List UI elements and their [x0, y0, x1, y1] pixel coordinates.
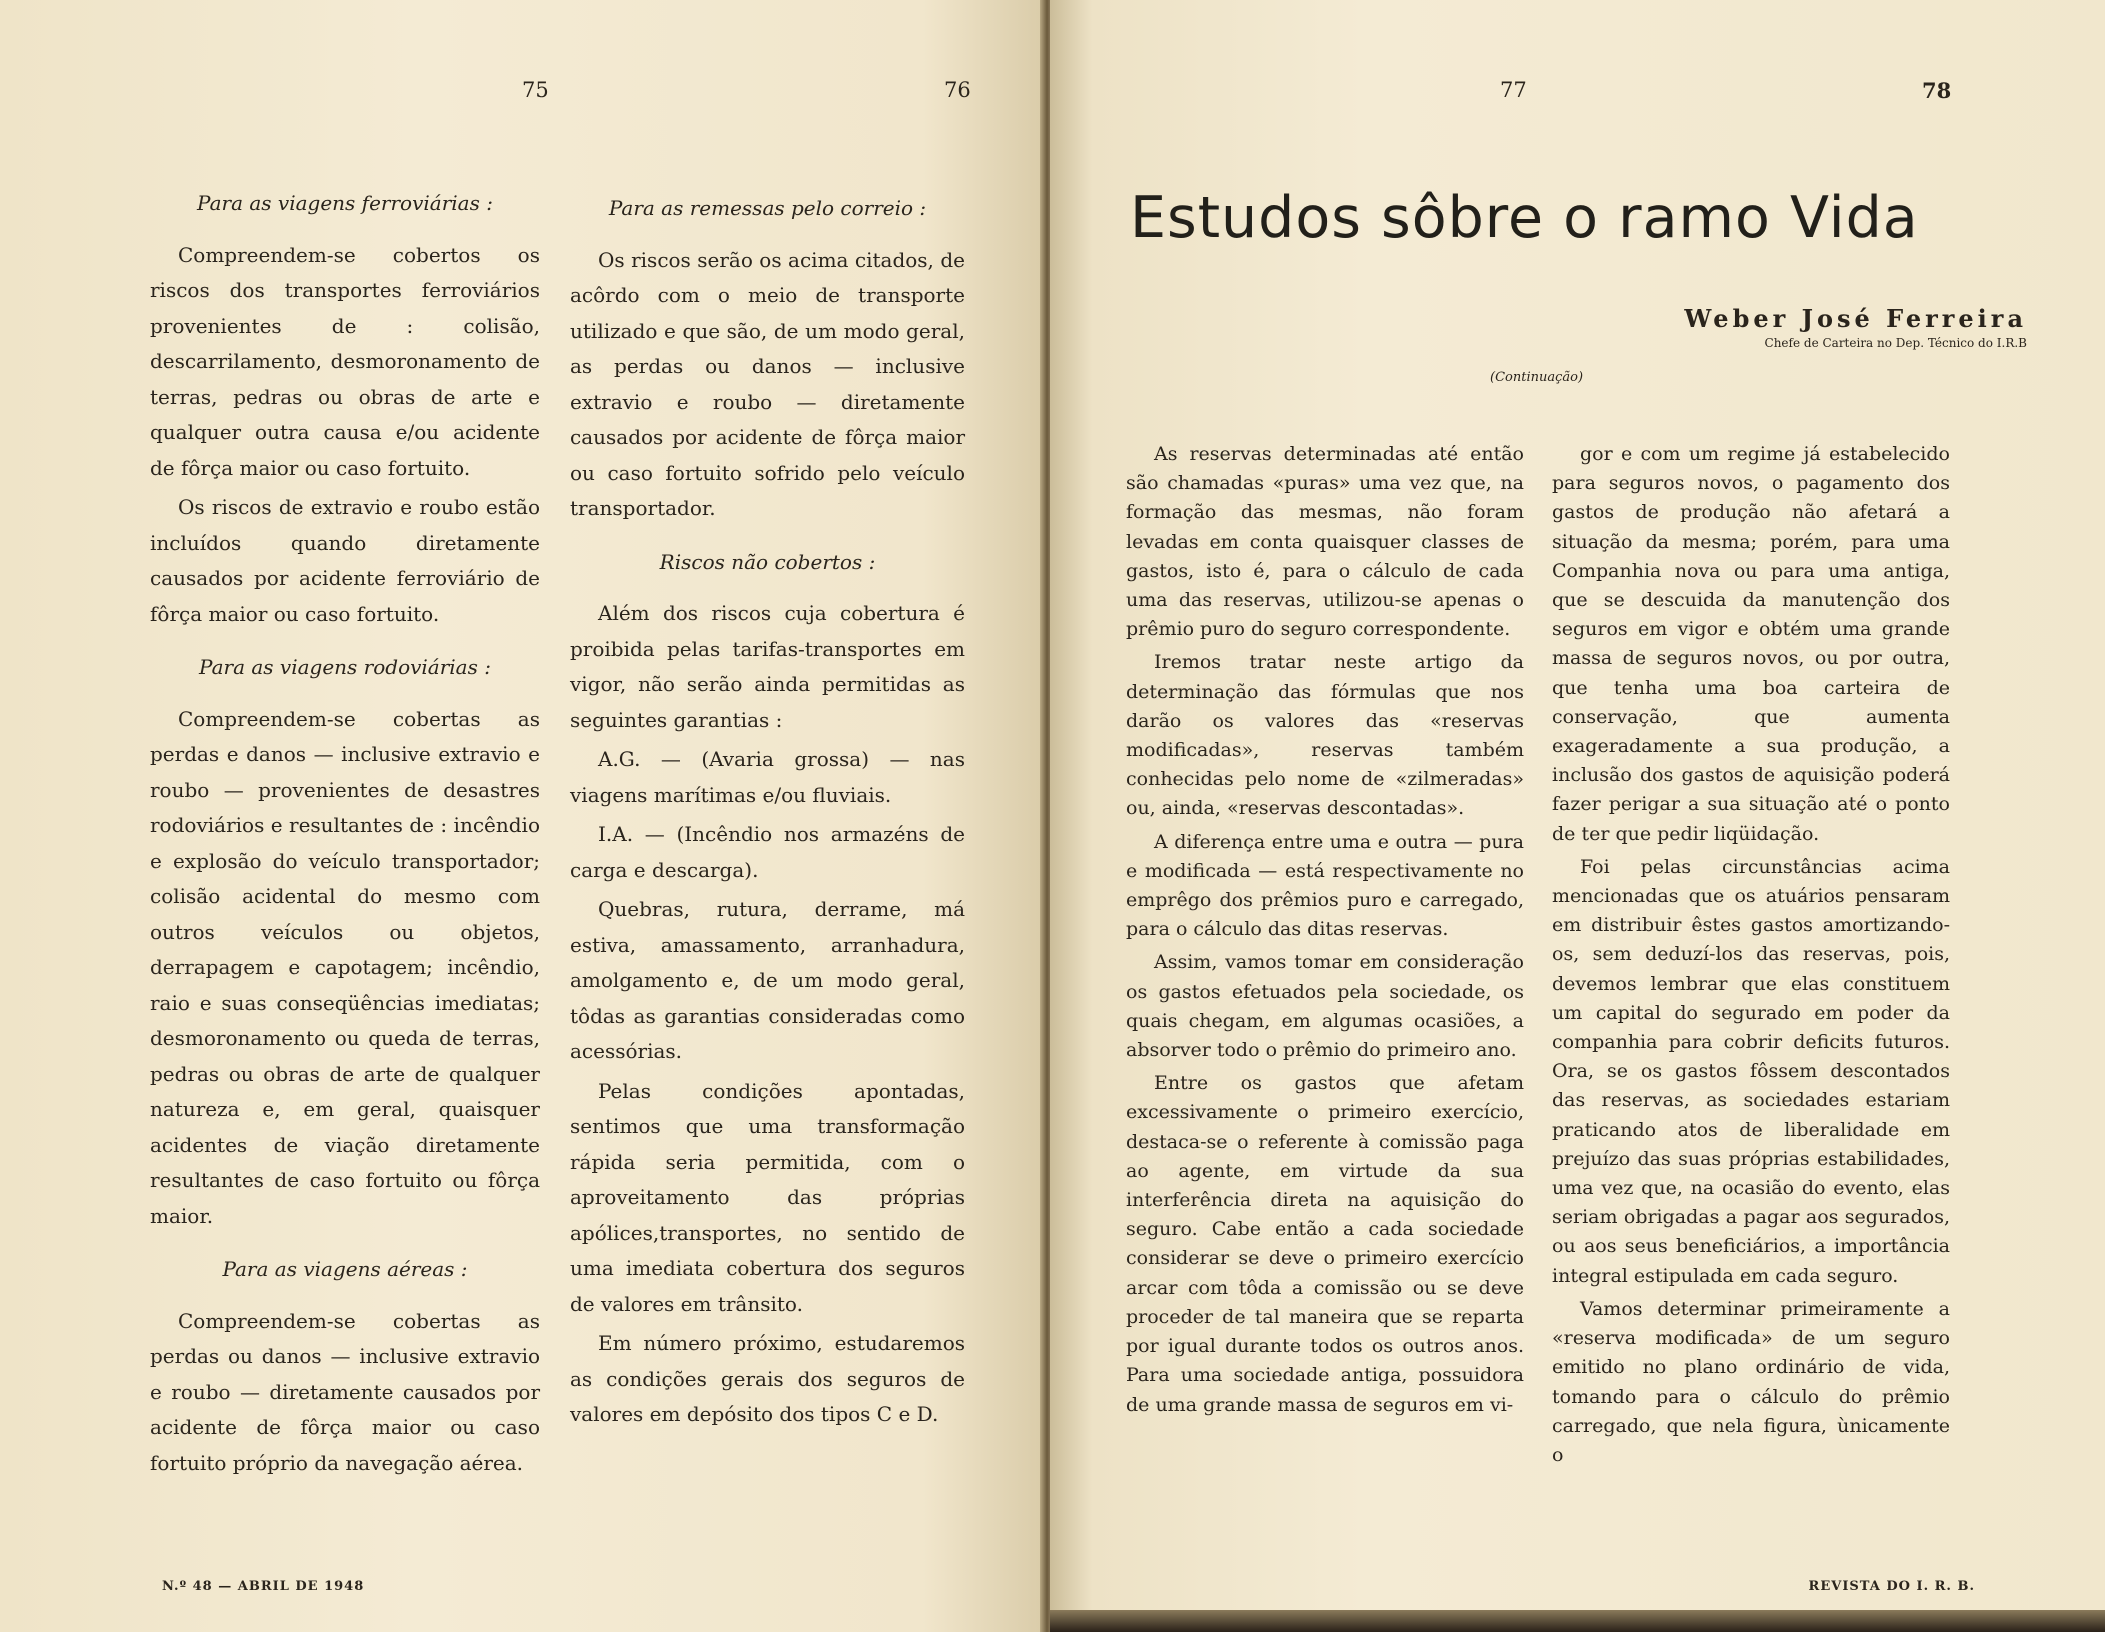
paragraph: Além dos riscos cuja cobertura é proibida pelas tarifas-transportes em vigor, não serão ainda permitidas as seguintes garantias :	[570, 601, 965, 732]
paragraph: gor e com um regime já estabelecido para seguros novos, o pagamento dos gastos de produção não afetará a situação da mesma; porém, para uma Companhia nova ou para uma antiga, que se descuida da manutenção dos seguros em vigor e obtém uma grande massa de seguros novos, ou por outra, que tenha uma boa carteira de conservação, que aumenta exageradamente a sua produção, a inclusão dos gastos de aquisição poderá fazer perigar a sua situação até o ponto de ter que pedir liqüidação.	[1552, 443, 1950, 845]
paragraph: Foi pelas circunstâncias acima mencionadas que os atuários pensaram em distribuir êstes gastos amortizando-os, sem deduzí-los das reservas, pois, devemos lembrar que elas constituem um capital do segurado em poder da companhia para cobrir deficits futuros. Ora, se os gastos fôssem descontados das reservas, as sociedades estariam praticando atos de liberalidade em prejuízo das suas próprias estabilidades, uma vez que, na ocasião do evento, elas seriam obrigadas a pagar aos segurados, ou aos seus beneficiários, a importância integral estipulada em cada seguro.	[1552, 855, 1950, 1287]
paragraph: Compreendem-se cobertas as perdas e danos — inclusive extravio e roubo — provenientes de desastres rodoviários e resultantes de : incêndio e explosão do veículo transportador; colisão acidental do mesmo com outros veículos ou objetos, derrapagem e capotagem; incêndio, raio e suas conseqüências imediatas; desmoronamento ou queda de terras, pedras ou obras de arte de qualquer natureza e, em geral, quaisquer acidentes de viação diretamente resultantes de caso fortuito ou fôrça maior.	[150, 706, 540, 1228]
section-heading: Riscos não cobertos :	[659, 549, 876, 574]
paragraph: Assim, vamos tomar em consideração os gastos efetuados pela sociedade, os quais chegam, em algumas ocasiões, a absorver todo o prêmio do primeiro ano.	[1126, 951, 1524, 1062]
footer-journal: REVISTA DO I. R. B.	[1808, 1579, 1975, 1594]
left-page	[0, 0, 1048, 1632]
article-title: Estudos sôbre o ramo Vida	[1130, 185, 1919, 251]
paragraph: As reservas determinadas até então são chamadas «puras» uma vez que, na formação das mesmas, não foram levadas em conta quaisquer classes de gastos, isto é, para o cálculo de cada uma das reservas, utilizou-se apenas o prêmio puro do seguro correspondente.	[1126, 443, 1524, 641]
continuation-note: (Continuação)	[1490, 370, 1584, 385]
paragraph: Os riscos de extravio e roubo estão incluídos quando diretamente causados por acidente ferroviário de fôrça maior ou caso fortuito.	[150, 495, 540, 626]
page-number-75: 75	[522, 78, 549, 102]
page-bottom-shadow	[1050, 1610, 2105, 1632]
section-heading: Para as viagens ferroviárias :	[197, 191, 493, 215]
paragraph: Entre os gastos que afetam excessivamente o primeiro exercício, destaca-se o referente à comissão paga ao agente, em virtude da sua interferência direta na aquisição do seguro. Cabe então a cada sociedade considerar se deve o primeiro exercício arcar com tôda a comissão ou se deve proceder de tal maneira que se reparta por igual durante todos os outros anos. Para uma sociedade antiga, possuidora de uma grande massa de seguros em vi-	[1126, 1072, 1524, 1416]
paragraph: A.G. — (Avaria grossa) — nas viagens marítimas e/ou fluviais.	[570, 747, 965, 807]
author-role: Chefe de Carteira no Dep. Técnico do I.R.B	[1764, 336, 2027, 350]
right-column-1	[1126, 440, 1524, 1420]
section-heading: Para as viagens rodoviárias :	[199, 655, 491, 679]
paragraph: Iremos tratar neste artigo da determinação das fórmulas que nos darão os valores das «reservas modificadas», reservas também conhecidas pelo nome de «zilmeradas» ou, ainda, «reservas descontadas».	[1126, 651, 1524, 820]
paragraph: Quebras, rutura, derrame, má estiva, amassamento, arranhadura, amolgamento e, de um modo geral, tôdas as garantias consideradas como acessórias.	[570, 897, 965, 1063]
paragraph: I.A. — (Incêndio nos armazéns de carga e descarga).	[570, 822, 965, 882]
paragraph: Compreendem-se cobertas as perdas ou danos — inclusive extravio e roubo — diretamente causados por acidente de fôrça maior ou caso fortuito próprio da navegação aérea.	[150, 1308, 540, 1475]
section-heading: Para as viagens aéreas :	[222, 1257, 468, 1281]
page-number-78: 78	[1922, 78, 1952, 103]
page-number-76: 76	[944, 78, 971, 102]
left-column-2	[570, 191, 965, 1433]
paragraph: Os riscos serão os acima citados, de acôrdo com o meio de transporte utilizado e que são, de um modo geral, as perdas ou danos — inclusive extravio e roubo — diretamente causados por acidente de fôrça maior ou caso fortuito sofrido pelo veículo transportador.	[570, 247, 965, 520]
paragraph: Pelas condições apontadas, sentimos que uma transformação rápida seria permitida, com o aproveitamento das próprias apólices,transportes, no sentido de uma imediata cobertura dos seguros de valores em trânsito.	[570, 1078, 965, 1316]
page-number-77: 77	[1500, 78, 1527, 102]
paragraph: Compreendem-se cobertos os riscos dos transportes ferroviários provenientes de : colisão, descarrilamento, desmoronamento de terras, pedras ou obras de arte e qualquer outra causa e/ou acidente de fôrça maior ou caso fortuito.	[150, 242, 540, 480]
author-name: Weber José Ferreira	[1684, 304, 2027, 333]
right-page	[1050, 0, 2105, 1632]
paragraph: Vamos determinar primeiramente a «reserva modificada» de um seguro emitido no plano ordinário de vida, tomando para o cálculo do prêmio carregado, que nela figura, ùnicamente o	[1552, 1297, 1950, 1466]
section-heading: Para as remessas pelo correio :	[608, 196, 927, 220]
paragraph: Em número próximo, estudaremos as condições gerais dos seguros de valores em depósito dos tipos C e D.	[570, 1331, 965, 1426]
left-column-1	[150, 186, 540, 1481]
paragraph: A diferença entre uma e outra — pura e modificada — está respectivamente no emprêgo dos prêmios puro e carregado, para o cálculo das ditas reservas.	[1126, 830, 1524, 941]
footer-issue: N.º 48 — ABRIL DE 1948	[162, 1579, 365, 1594]
right-column-2	[1552, 440, 1950, 1470]
